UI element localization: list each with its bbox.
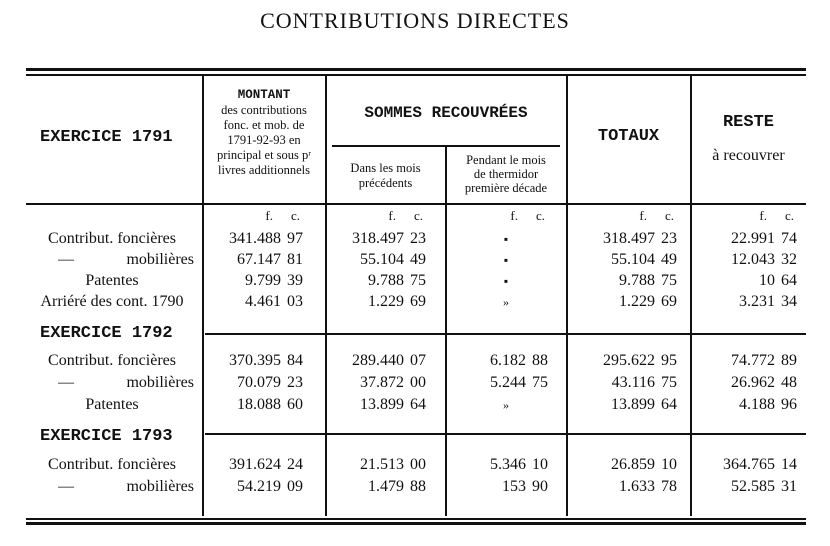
cell-montant <box>203 373 327 393</box>
row-label: Patentes <box>85 272 139 289</box>
header-dans-line: précédents <box>358 176 413 190</box>
value-francs: 37.872 <box>360 374 404 391</box>
value-centimes: 95 <box>661 352 677 369</box>
row-label: Arriéré des cont. 1790 <box>40 293 184 310</box>
header-dans-line: Dans les mois <box>350 161 421 175</box>
cell-montant <box>203 395 327 415</box>
unit-franc: f. <box>265 208 273 223</box>
row-label: mobilières <box>126 478 194 495</box>
value-francs: 22.991 <box>731 230 775 247</box>
value-francs: 289.440 <box>352 352 404 369</box>
unit-label-pendant <box>446 206 576 226</box>
unit-label-montant <box>203 206 331 226</box>
value-centimes: 07 <box>410 352 426 369</box>
header-pendant-line: Pendant le mois <box>466 153 546 167</box>
cell-pendant <box>446 351 572 371</box>
value-francs: 5.244 <box>490 374 526 391</box>
row-label: Contribut. foncières <box>48 230 176 247</box>
value-francs: 74.772 <box>731 352 775 369</box>
value-centimes: 10 <box>661 456 677 473</box>
unit-centime: c. <box>536 208 546 223</box>
value-centimes: 23 <box>661 230 677 247</box>
value-francs: 5.346 <box>490 456 526 473</box>
row-label: Patentes <box>85 396 139 413</box>
value-centimes: 48 <box>781 374 797 391</box>
cell-montant <box>203 455 327 475</box>
cell-totaux <box>567 455 696 475</box>
cell-montant <box>203 271 327 291</box>
cell-pendant <box>446 455 572 475</box>
top-rule-thin <box>26 74 806 76</box>
value-francs: 18.088 <box>237 396 281 413</box>
cell-totaux <box>567 292 696 312</box>
value-centimes: 75 <box>661 272 677 289</box>
value-francs: 9.788 <box>619 272 655 289</box>
cell-totaux <box>567 271 696 291</box>
value-centimes: 00 <box>410 374 426 391</box>
value-centimes: 97 <box>287 230 303 247</box>
value-francs: 9.788 <box>368 272 404 289</box>
value-francs: 9.799 <box>245 272 281 289</box>
bottom-rule-thick <box>26 522 806 525</box>
cell-totaux <box>567 373 696 393</box>
value-francs: 21.513 <box>360 456 404 473</box>
header-montant-line: fonc. et mob. de <box>223 118 305 132</box>
value-francs: 318.497 <box>603 230 655 247</box>
value-francs: 3.231 <box>739 293 775 310</box>
value-centimes: 00 <box>410 456 426 473</box>
cell-montant <box>203 351 327 371</box>
value-centimes: 89 <box>781 352 797 369</box>
value-centimes: 88 <box>532 352 548 369</box>
value-centimes: 78 <box>661 478 677 495</box>
cell-reste <box>691 250 812 270</box>
header-exercice-1791: EXERCICE 1791 <box>40 128 173 147</box>
unit-franc: f. <box>388 208 396 223</box>
unit-label-totaux <box>567 206 700 226</box>
sommes-underline <box>332 145 560 147</box>
value-francs: 13.899 <box>360 396 404 413</box>
header-montant-line: des contributions <box>221 103 307 117</box>
value-centimes: 75 <box>410 272 426 289</box>
value-francs: 153 <box>502 478 526 495</box>
cell-montant <box>203 292 327 312</box>
header-rule <box>26 203 806 205</box>
cell-dans <box>326 477 450 497</box>
value-francs: 67.147 <box>237 251 281 268</box>
value-centimes: 84 <box>287 352 303 369</box>
value-centimes: 23 <box>287 374 303 391</box>
value-centimes: 09 <box>287 478 303 495</box>
section-rule-1793 <box>205 433 806 435</box>
unit-centime: c. <box>665 208 675 223</box>
value-centimes: 64 <box>661 396 677 413</box>
value-centimes: 88 <box>410 478 426 495</box>
value-francs: » <box>503 398 509 412</box>
value-francs: 54.219 <box>237 478 281 495</box>
header-dans-mois <box>326 161 445 191</box>
value-centimes: 24 <box>287 456 303 473</box>
unit-label-dans <box>326 206 454 226</box>
value-centimes: 96 <box>781 396 797 413</box>
value-centimes: 10 <box>532 456 548 473</box>
value-centimes: 60 <box>287 396 303 413</box>
cell-dans <box>326 292 450 312</box>
value-francs: 4.461 <box>245 293 281 310</box>
cell-dans <box>326 373 450 393</box>
header-montant <box>203 88 325 178</box>
value-centimes: 31 <box>781 478 797 495</box>
value-centimes: 81 <box>287 251 303 268</box>
unit-franc: f. <box>639 208 647 223</box>
value-centimes: 69 <box>661 293 677 310</box>
header-reste-sub: à recouvrer <box>712 147 785 164</box>
cell-pendant <box>446 373 572 393</box>
value-centimes: 75 <box>532 374 548 391</box>
value-francs: 55.104 <box>360 251 404 268</box>
header-totaux: TOTAUX <box>597 127 660 146</box>
section-label-1: EXERCICE 1792 <box>40 324 173 343</box>
unit-centime: c. <box>414 208 424 223</box>
value-centimes: 03 <box>287 293 303 310</box>
value-francs: ▪ <box>503 274 509 288</box>
value-centimes: 34 <box>781 293 797 310</box>
value-centimes: 14 <box>781 456 797 473</box>
header-pendant-line: de thermidor <box>473 167 539 181</box>
value-francs: 26.859 <box>611 456 655 473</box>
value-centimes: 49 <box>661 251 677 268</box>
cell-totaux <box>567 351 696 371</box>
value-francs: 26.962 <box>731 374 775 391</box>
cell-dans <box>326 250 450 270</box>
value-centimes: 90 <box>532 478 548 495</box>
cell-reste <box>691 477 812 497</box>
cell-dans <box>326 271 450 291</box>
value-francs: 10 <box>759 272 775 289</box>
value-francs: 52.585 <box>731 478 775 495</box>
header-montant-line: livres additionnels <box>218 163 310 177</box>
cell-reste <box>691 292 812 312</box>
unit-label-reste <box>691 206 816 226</box>
unit-centime: c. <box>291 208 301 223</box>
value-francs: 318.497 <box>352 230 404 247</box>
bottom-rule-thin <box>26 518 806 520</box>
cell-reste <box>691 229 812 249</box>
cell-reste <box>691 455 812 475</box>
value-centimes: 75 <box>661 374 677 391</box>
cell-montant <box>203 229 327 249</box>
row-label-dash: — <box>58 374 74 391</box>
cell-totaux <box>567 250 696 270</box>
value-francs: » <box>503 295 509 309</box>
value-francs: 391.624 <box>229 456 281 473</box>
value-francs: 1.229 <box>368 293 404 310</box>
value-francs: 12.043 <box>731 251 775 268</box>
unit-franc: f. <box>510 208 518 223</box>
header-sommes-recouvrees: SOMMES RECOUVRÉES <box>364 104 528 122</box>
cell-reste <box>691 373 812 393</box>
value-centimes: 74 <box>781 230 797 247</box>
top-rule-thick <box>26 68 806 71</box>
value-centimes: 23 <box>410 230 426 247</box>
cell-dans <box>326 455 450 475</box>
header-pendant-line: première décade <box>464 181 548 195</box>
cell-totaux <box>567 229 696 249</box>
value-centimes: 49 <box>410 251 426 268</box>
value-francs: 364.765 <box>723 456 775 473</box>
cell-reste <box>691 395 812 415</box>
value-francs: 1.633 <box>619 478 655 495</box>
value-francs: 370.395 <box>229 352 281 369</box>
value-centimes: 69 <box>410 293 426 310</box>
cell-reste <box>691 351 812 371</box>
value-centimes: 64 <box>410 396 426 413</box>
value-francs: 4.188 <box>739 396 775 413</box>
value-francs: 43.116 <box>611 374 655 391</box>
cell-montant <box>203 477 327 497</box>
value-francs: ▪ <box>503 232 509 246</box>
value-francs: 341.488 <box>229 230 281 247</box>
value-francs: 1.479 <box>368 478 404 495</box>
section-label-2: EXERCICE 1793 <box>40 427 173 446</box>
cell-dans <box>326 395 450 415</box>
value-francs: 6.182 <box>490 352 526 369</box>
row-label: Contribut. foncières <box>48 456 176 473</box>
cell-pendant <box>446 477 572 497</box>
value-centimes: 64 <box>781 272 797 289</box>
cell-dans <box>326 351 450 371</box>
section-rule-1792 <box>205 333 806 335</box>
value-centimes: 39 <box>287 272 303 289</box>
value-francs: 295.622 <box>603 352 655 369</box>
unit-centime: c. <box>785 208 795 223</box>
header-montant-line: 1791-92-93 en <box>227 133 301 147</box>
cell-montant <box>203 250 327 270</box>
row-label-dash: — <box>58 251 74 268</box>
value-francs: 1.229 <box>619 293 655 310</box>
value-francs: ▪ <box>503 253 509 267</box>
cell-totaux <box>567 477 696 497</box>
header-reste: RESTE <box>722 113 774 132</box>
row-label: mobilières <box>126 251 194 268</box>
value-francs: 55.104 <box>611 251 655 268</box>
row-label-dash: — <box>58 478 74 495</box>
header-pendant-mois <box>446 153 566 195</box>
header-montant-title: MONTANT <box>237 88 291 102</box>
cell-reste <box>691 271 812 291</box>
value-francs: 70.079 <box>237 374 281 391</box>
unit-franc: f. <box>759 208 767 223</box>
header-montant-line: principal et sous pʳ <box>216 148 312 162</box>
row-label: mobilières <box>126 374 194 391</box>
cell-totaux <box>567 395 696 415</box>
cell-dans <box>326 229 450 249</box>
page-title: CONTRIBUTIONS DIRECTES <box>260 8 570 33</box>
value-centimes: 32 <box>781 251 797 268</box>
row-label: Contribut. foncières <box>48 352 176 369</box>
value-francs: 13.899 <box>611 396 655 413</box>
